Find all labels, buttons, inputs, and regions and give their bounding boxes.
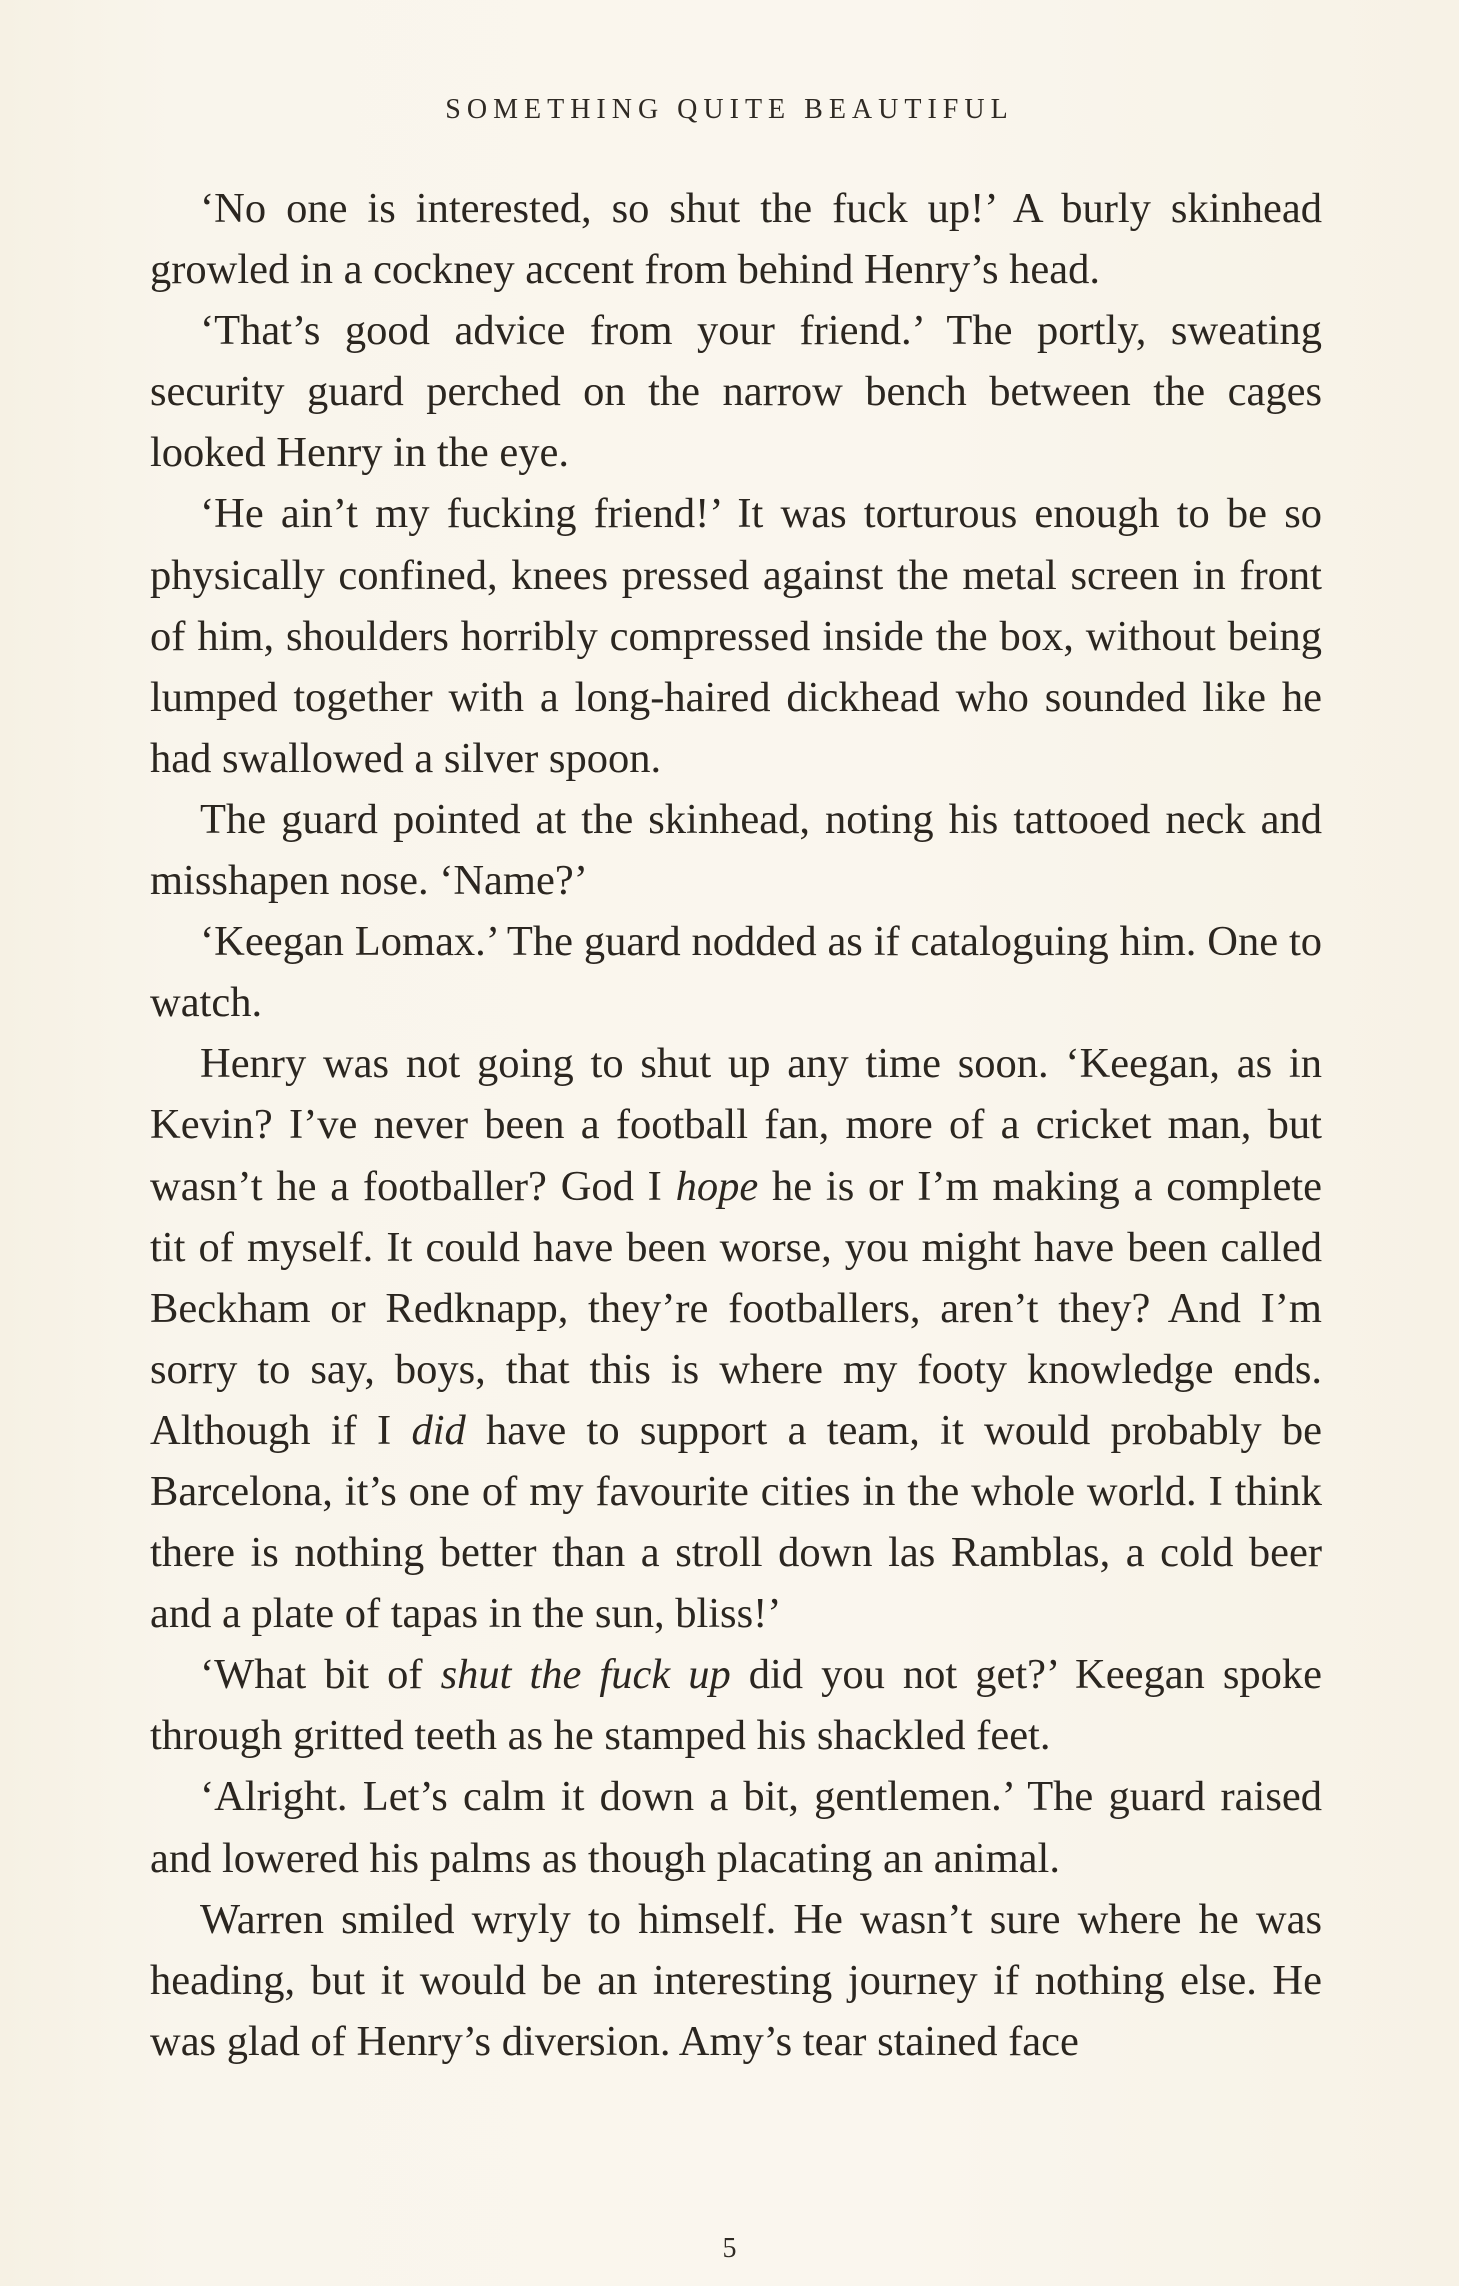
paragraph	[150, 911, 1322, 1033]
text-segment: Warren smiled wryly to himself. He wasn’t sure where he was heading, but it would be an interesting journey if nothing else. He was glad of Henry’s diversion. Amy’s tear stained face	[150, 1895, 1322, 2065]
page-number: 5	[722, 2233, 737, 2264]
text-segment: have to support a team, it would probably be Barcelona, it’s one of my favourite cities in the whole world. I think there is nothing better than a stroll down las Ramblas, a cold beer and a plate of tapas in the sun, bliss!’	[150, 1406, 1323, 1638]
italic-text-segment: did	[411, 1406, 466, 1454]
text-segment: ‘Alright. Let’s calm it down a bit, gentlemen.’ The guard raised and lowered his palms as though placating an animal.	[150, 1773, 1322, 1882]
paragraph	[150, 483, 1322, 788]
text-segment: ‘No one is interested, so shut the fuck up!’ A burly skinhead growled in a cockney accent from behind Henry’s head.	[150, 185, 1322, 294]
italic-text-segment: hope	[675, 1162, 759, 1210]
paragraph	[150, 1889, 1322, 2072]
text-segment: did you not get?’ Keegan spoke through gritted teeth as he stamped his shackled feet.	[150, 1651, 1322, 1760]
text-segment: he is or I’m making a complete tit of myself. It could have been worse, you might have been called Beckham or Redknapp, they’re footballers, aren’t they? And I’m sorry to say, boys, that this is where my footy knowledge ends. Although if I	[150, 1162, 1322, 1454]
paragraph	[150, 1644, 1322, 1766]
text-segment: ‘Keegan Lomax.’ The guard nodded as if cataloguing him. One to watch.	[150, 918, 1322, 1027]
paragraph	[150, 789, 1322, 911]
paragraph	[150, 300, 1322, 483]
text-segment: ‘He ain’t my fucking friend!’ It was torturous enough to be so physically confined, knees pressed against the metal screen in front of him, shoulders horribly compressed inside the box, without being lumped together with a long-haired dickhead who sounded like he had swallowed a silver spoon.	[150, 490, 1322, 782]
paragraph	[150, 178, 1322, 300]
text-segment: ‘That’s good advice from your friend.’ The portly, sweating security guard perched on the narrow bench between the cages looked Henry in the eye.	[150, 307, 1322, 477]
paragraph	[150, 1766, 1322, 1888]
running-head: SOMETHING QUITE BEAUTIFUL	[445, 94, 1014, 125]
text-segment: The guard pointed at the skinhead, noting his tattooed neck and misshapen nose. ‘Name?’	[150, 795, 1322, 905]
text-segment: ‘What bit of	[200, 1651, 441, 1699]
paragraph	[150, 1033, 1322, 1644]
text-segment: Henry was not going to shut up any time soon. ‘Keegan, as in Kevin? I’ve never been a football fan, more of a cricket man, but wasn’t he a footballer? God I	[150, 1040, 1322, 1210]
italic-text-segment: shut the fuck up	[440, 1651, 731, 1699]
body-text	[150, 178, 1322, 2072]
